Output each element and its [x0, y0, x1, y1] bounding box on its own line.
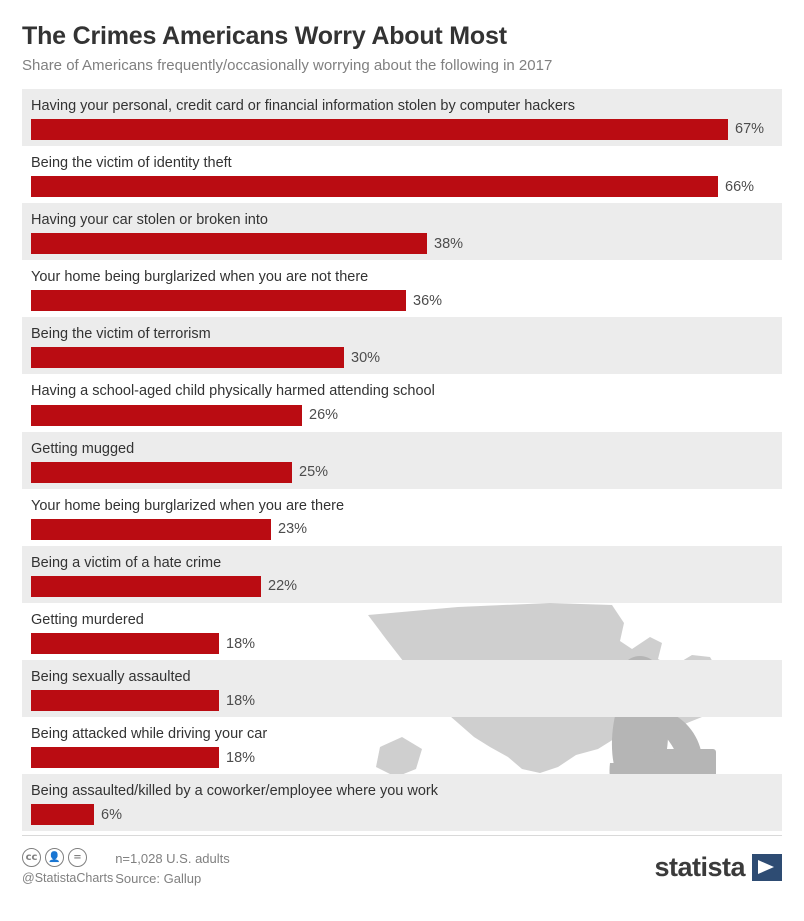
- bar: [31, 290, 406, 311]
- bar-value: 36%: [413, 292, 443, 309]
- bar-value: 22%: [268, 578, 298, 595]
- bar-label: Your home being burglarized when you are not there: [31, 269, 369, 286]
- bar: [31, 119, 728, 140]
- bar: [31, 633, 219, 654]
- attribution-icon: 👤: [45, 848, 64, 867]
- bar-label: Being attacked while driving your car: [31, 726, 268, 743]
- sample-size: n=1,028 U.S. adults: [115, 851, 230, 866]
- bar-value: 23%: [278, 521, 308, 538]
- page-subtitle: Share of Americans frequently/occasionally worrying about the following in 2017: [22, 56, 553, 74]
- bar-value: 25%: [299, 464, 329, 481]
- bar: [31, 347, 344, 368]
- bar-line: [22, 804, 782, 825]
- bar: [31, 690, 219, 711]
- bar-line: [22, 576, 782, 597]
- no-derivatives-icon: =: [68, 848, 87, 867]
- table-row: [22, 660, 782, 717]
- bar-value: 18%: [226, 635, 256, 652]
- bar-label: Having your personal, credit card or financial information stolen by computer hackers: [31, 97, 576, 114]
- bar-label: Having a school-aged child physically harmed attending school: [31, 383, 435, 400]
- bar-label: Getting murdered: [31, 611, 144, 628]
- bar-label: Having your car stolen or broken into: [31, 212, 268, 228]
- bar-label: Being a victim of a hate crime: [31, 554, 222, 571]
- table-row: [22, 546, 782, 603]
- bar-value: 67%: [735, 121, 765, 138]
- bar: [31, 747, 219, 768]
- bar-value: 18%: [226, 749, 256, 766]
- bar-line: [22, 347, 782, 368]
- bar-label: Being the victim of identity theft: [31, 154, 232, 171]
- bar: [31, 519, 271, 540]
- statista-handle: @StatistaCharts: [22, 871, 114, 885]
- footer-left: [22, 848, 230, 888]
- bar-label: Getting mugged: [31, 440, 135, 457]
- table-row: [22, 774, 782, 831]
- bar-label: Being sexually assaulted: [31, 669, 191, 685]
- bar-value: 66%: [725, 178, 755, 195]
- cc-icon: cc: [22, 848, 41, 867]
- statista-logo: [654, 852, 782, 883]
- table-row: [22, 203, 782, 260]
- bar-line: [22, 690, 782, 711]
- bar: [31, 804, 94, 825]
- bar-line: [22, 233, 782, 254]
- bar-label: Being the victim of terrorism: [31, 326, 211, 343]
- bar-value: 30%: [351, 349, 381, 366]
- cc-icon-group: [22, 848, 99, 867]
- table-row: [22, 717, 782, 774]
- bar: [31, 576, 261, 597]
- table-row: [22, 146, 782, 203]
- bar-line: [22, 519, 782, 540]
- table-row: [22, 317, 782, 374]
- bar-value: 6%: [101, 806, 122, 823]
- table-row: [22, 432, 782, 489]
- bar: [31, 405, 302, 426]
- bar-value: 18%: [226, 692, 256, 709]
- bar-line: [22, 176, 782, 197]
- table-row: [22, 603, 782, 660]
- bar-rows: [22, 89, 782, 832]
- bar-line: [22, 633, 782, 654]
- bar-value: 38%: [434, 235, 464, 252]
- table-row: [22, 260, 782, 317]
- bar-line: [22, 405, 782, 426]
- bar-label: Your home being burglarized when you are there: [31, 497, 345, 514]
- source-block: [115, 849, 230, 888]
- bar-line: [22, 462, 782, 483]
- bar-line: [22, 119, 782, 140]
- page-title: The Crimes Americans Worry About Most: [22, 22, 507, 50]
- bar-chart: [22, 89, 782, 832]
- table-row: [22, 374, 782, 431]
- statista-arrow-icon: [752, 854, 782, 881]
- bar-line: [22, 747, 782, 768]
- footer: [22, 835, 782, 921]
- bar: [31, 462, 292, 483]
- table-row: [22, 489, 782, 546]
- bar-value: 26%: [309, 407, 339, 423]
- bar: [31, 176, 718, 197]
- bar-line: [22, 290, 782, 311]
- table-row: [22, 89, 782, 146]
- bar-label: Being assaulted/killed by a coworker/employee where you work: [31, 783, 439, 800]
- bar: [31, 233, 427, 254]
- creative-commons-block: [22, 848, 113, 885]
- statista-wordmark: statista: [654, 852, 745, 882]
- source-text: Source: Gallup: [115, 870, 202, 886]
